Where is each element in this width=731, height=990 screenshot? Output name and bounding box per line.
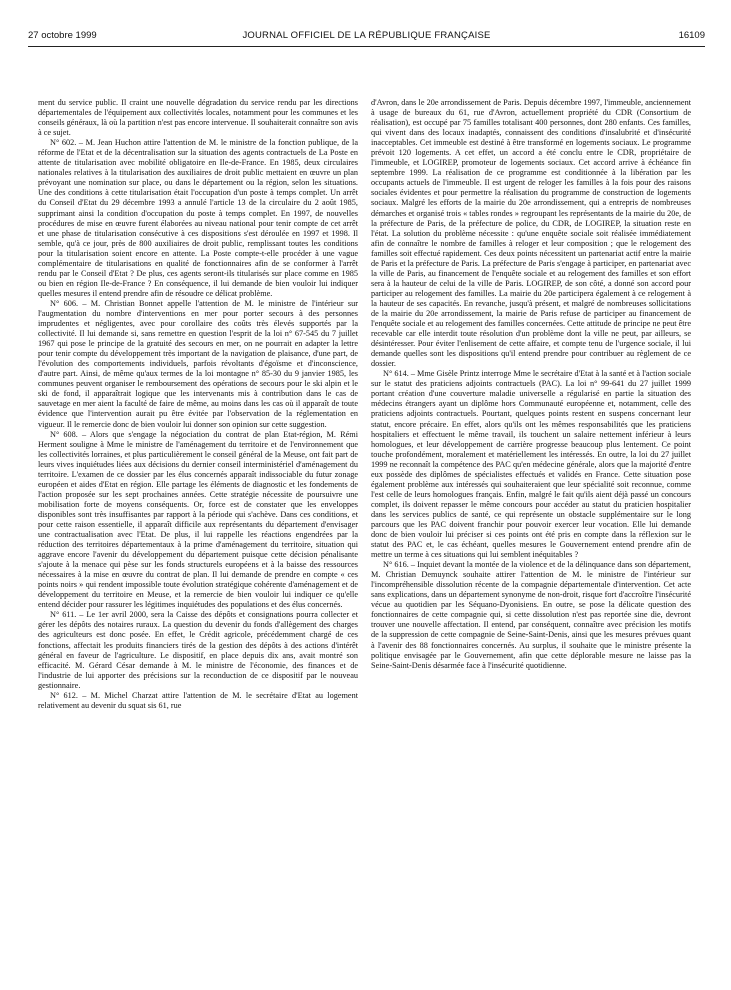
question-612: N° 612. – M. Michel Charzat attire l'attention de M. le secrétaire d'Etat au logement relativement au devenir du squat sis 61, rue — [38, 690, 358, 710]
page-number: 16109 — [678, 30, 705, 41]
left-column — [38, 98, 358, 711]
journal-title: JOURNAL OFFICIEL DE LA RÉPUBLIQUE FRANÇAISE — [242, 30, 491, 41]
question-611: N° 611. – Le 1er avril 2000, sera la Caisse des dépôts et consignations pourra collecter et gérer les dépôts des notaires ruraux. La question du devenir du fonds d'allègement des charges des agriculteurs est donc posée. En effet, le Crédit agricole, précédemment chargé de ces fonctions, affectait les produits financiers tirés de la gestion des dépôts à des actions d'intérêt général en faveur de l'agriculture. Le dispositif, en place depuis dix ans, avait montré son efficacité. M. Gérard César demande à M. le ministre de l'économie, des finances et de l'industrie de lui apporter des précisions sur la reconduction de ce dispositif par le nouveau gestionnaire. — [38, 610, 358, 690]
issue-date: 27 octobre 1999 — [28, 30, 97, 41]
question-614: N° 614. – Mme Gisèle Printz interroge Mme le secrétaire d'Etat à la santé et à l'action sociale sur le statut des praticiens adjoints contractuels (PAC). La loi n° 99-641 du 27 juillet 1999 portant création d'une couverture maladie universelle a régularisé en partie la situation des médecins étrangers ayant un diplôme hors Communauté européenne et, notamment, celle des praticiens adjoints contractuels. Pourtant, quelques points restent en suspens concernant leur statut, encore précaire. En effet, alors qu'ils ont les mêmes responsabilités que les praticiens hospitaliers et effectuent le même travail, ils touchent un salaire nettement inférieur à leurs homologues, et leur développement de carrière progresse beaucoup plus lentement. Ce point touche profondément, moralement et matériellement les intéressés. En outre, la loi du 27 juillet 1999 ne reconnaît la compétence des PAC qu'en médecine générale, alors que la majorité d'entre eux possède des diplômes de spécialistes effectués et validés en France. Cette situation pose également problème aux intéressés qui souhaiteraient que leur spécialité soit reconnue, comme l'est celle de leurs homologues français. Enfin, malgré le fait qu'ils aient déjà passé un concours complet, ils doivent repasser le même concours pour accéder au statut du praticien hospitalier dans les services publics de santé, ce qui représente un obstacle supplémentaire sur le long parcours que les PAC doivent franchir pour pouvoir exercer leur vocation. Elle lui demande donc de bien vouloir lui préciser si ces points ont été pris en compte dans la réflexion sur le statut des PAC et, le cas échéant, quelles mesures le Gouvernement entend prendre afin de mettre un terme à ces situations qui lui semblent inéquitables ? — [371, 369, 691, 560]
question-608: N° 608. – Alors que s'engage la négociation du contrat de plan Etat-région, M. Rémi Herment souligne à Mme le ministre de l'aménagement du territoire et de l'environnement que les collectivités lorraines, et plus particulièrement le conseil général de la Meuse, ont fait part de leurs vives inquiétudes liées aux décisions du dernier conseil interministériel d'aménagement du territoire. L'examen de ce dossier par les élus concernés apparaît indissociable du futur zonage européen et aides d'Etat en région. Elle partage les éléments de diagnostic et les fondements de l'action proposée sur les sept prochaines années. Cette stratégie nécessite de poursuivre une mobilisation forte de moyens conséquents. Or, force est de constater que les enveloppes disponibles sont très insuffisantes par rapport à la période qui s'achève. Dans ces conditions, et pour cette raison essentielle, il apparaît difficile aux représentants du département d'envisager une contractualisation avec l'Etat. De plus, il lui rappelle les réactions engendrées par la réduction des territoires départementaux à la prime d'aménagement du territoire, situation qui aggrave encore l'avenir du développement du département puisque cette décision pénalisante s'ajoute à la menace qui pèse sur les fonds structurels européens et à la baisse des ressources nécessaires à la mise en œuvre du contrat de plan. Il lui demande de prendre en compte « ces points noirs » qui rendent impossible toute évolution stratégique cohérente d'aménagement et de développement du territoire en Meuse, et la remercie de bien vouloir lui indiquer ce qu'elle entend décider pour rassurer les légitimes inquiétudes des populations et des élus concernés. — [38, 429, 358, 610]
page-header — [28, 30, 705, 44]
paragraph-continuation: ment du service public. Il craint une nouvelle dégradation du service rendu par les directions départementales de l'équipement aux collectivités locales, notamment pour les communes et les conseils généraux, là où la partition n'est pas encore intervenue. Il souhaiterait connaître son avis à ce sujet. — [38, 98, 358, 138]
right-column — [371, 98, 691, 671]
question-612-continued: d'Avron, dans le 20e arrondissement de Paris. Depuis décembre 1997, l'immeuble, anciennement à usage de bureaux du 61, rue d'Avron, actuellement propriété du CDR (Consortium de réalisation), est occupé par 75 familles totalisant 400 personnes, dont 280 enfants. Ces familles, qui vivent dans des locaux inadaptés, connaissent des conditions d'insalubrité et d'insécurité inacceptables. Cet immeuble est destiné à être transformé en logements sociaux. Le programme prévoit 120 logements. A cet effet, un accord a été conclu entre le CDR, propriétaire de l'immeuble, et LOGIREP, promoteur de logements sociaux. Cet accord arrive à échéance fin septembre 1999. La réalisation de ce programme est conditionnée à la libération par les occupants actuels de l'immeuble. Il est urgent de reloger les familles à la fois pour des raisons sociales évidentes et pour permettre la réalisation du programme de construction de logements sociaux. Malgré les efforts de la mairie du 20e arrondissement, qui a entrepris de nombreuses démarches et organisé trois « tables rondes » regroupant les représentants de la mairie du 20e, de la préfecture de Paris, de la préfecture de police, du CDR, de LOGIREP, la situation reste en l'état. La solution du problème nécessite : qu'une enquête sociale soit réalisée immédiatement afin de connaître le nombre de familles à reloger et leur composition ; que le relogement des familles soit effectué rapidement. Ces deux points nécessitent un partenariat actif entre la mairie de Paris et la préfecture de Paris. La préfecture de Paris s'engage à participer, en partenariat avec la ville de Paris, au financement de l'enquête sociale et au relogement des familles et son effort sera à la hauteur de celui de la ville de Paris. LOGIREP, de son côté, a donné son accord pour participer au relogement des familles. La mairie du 20e participera également à ce relogement à la hauteur de ses capacités. En revanche, jusqu'à présent, et malgré de nombreuses sollicitations de la mairie du 20e arrondissement, la mairie de Paris refuse de participer au financement de l'enquête sociale et au relogement des familles concernées. Cette attitude de principe ne peut être recevable car elle interdit toute résolution d'un problème dont la ville ne peut, par ailleurs, se désintéresser. Pour éviter l'enlisement de cette affaire, et compte tenu de l'urgence sociale, il lui demande quelles sont les dispositions qu'il entend prendre pour contribuer au règlement de ce dossier. — [371, 98, 691, 369]
question-602: N° 602. – M. Jean Huchon attire l'attention de M. le ministre de la fonction publique, de la réforme de l'Etat et de la décentralisation sur la situation des agents contractuels de La Poste en attente de titularisation avec mobilité obligatoire en Ile-de-France. En 1985, deux circulaires nationales relatives à la titularisation des auxiliaires de droit public mettaient en œuvre un plan prévoyant une nomination sur place, ou dans le département ou la région, selon les situations. Une des conditions à cette titularisation était l'occupation d'un poste à temps complet. Un arrêt du Conseil d'Etat du 29 décembre 1993 a annulé l'article 13 de la circulaire du 2 août 1985, supprimant ainsi la condition d'occupation du poste à temps complet. En 1997, de nouvelles procédures de mise en œuvre furent élaborées au niveau national pour tenir compte de cet arrêt et une phase de titularisation consécutive à ces dispositions s'est déroulée en 1997 et 1998. Il semble, qu'à ce jour, près de 800 auxiliaires de droit public, remplissant toutes les conditions pour la titularisation soient encore en attente. La Poste compte-t-elle procéder à une vague complémentaire de titularisations en qualité de fonctionnaires afin de se conformer à l'arrêt rendu par le Conseil d'Etat ? De plus, ces agents seront-ils titularisés sur place comme en 1985 ou bien en région Ile-de-France ? En conséquence, il lui demande de bien vouloir lui indiquer quelles mesures il entend prendre afin de résoudre ce délicat problème. — [38, 138, 358, 298]
header-rule — [28, 46, 705, 47]
question-606: N° 606. – M. Christian Bonnet appelle l'attention de M. le ministre de l'intérieur sur l'augmentation du nombre d'interventions en mer pour porter secours à des personnes imprudentes et négligentes, avec pour corollaire des coûts très élevés supportés par la collectivité. Il lui demande si, sans remettre en question l'esprit de la loi n° 67-545 du 7 juillet 1967 qui pose le principe de la gratuité des secours en mer, on ne pourrait en adapter la lettre pour tenir compte du développement très important de la navigation de plaisance, d'une part, de l'évolution des comportements individuels, parfois révoltants d'égoïsme et d'inconscience, d'autre part. Ainsi, de même qu'aux termes de la loi montagne n° 85-30 du 9 janvier 1985, les communes peuvent organiser le remboursement des opérations de secours pour le ski alpin et le ski de fond, il apparaîtrait logique que les intervenants mis à contribution dans le cas de sauvetage en mer aient la faculté de faire de même, au moins dans les cas où il apparaît de toute évidence que l'intervention aurait pu être évitée par l'observation de la réglementation en vigueur. Il le remercie donc de bien vouloir lui donner son opinion sur cette suggestion. — [38, 298, 358, 429]
question-616: N° 616. – Inquiet devant la montée de la violence et de la délinquance dans son département, M. Christian Demuynck souhaite attirer l'attention de M. le ministre de l'intérieur sur l'incompréhensible dissolution récente de la compagnie départementale d'intervention. Cet acte sans explications, dans un département synonyme de non-droit, risque fort d'accroître l'insécurité vécue au quotidien par les Séquano-Dyonisiens. En outre, se pose la délicate question des fonctionnaires de cette compagnie qui, si cette dissolution n'est pas reportée sine die, devront trouver une nouvelle affectation. Il entend, par conséquent, connaître avec précision les motifs de la suppression de cette compagnie de Seine-Saint-Denis, ainsi que les mesures prévues quant à l'avenir des 88 fonctionnaires concernés. Au surplus, il souhaite que le ministre présente la politique envisagée par le Gouvernement, afin que cette déplorable mesure ne laisse pas la Seine-Saint-Denis désarmée face à l'insécurité quotidienne. — [371, 560, 691, 670]
